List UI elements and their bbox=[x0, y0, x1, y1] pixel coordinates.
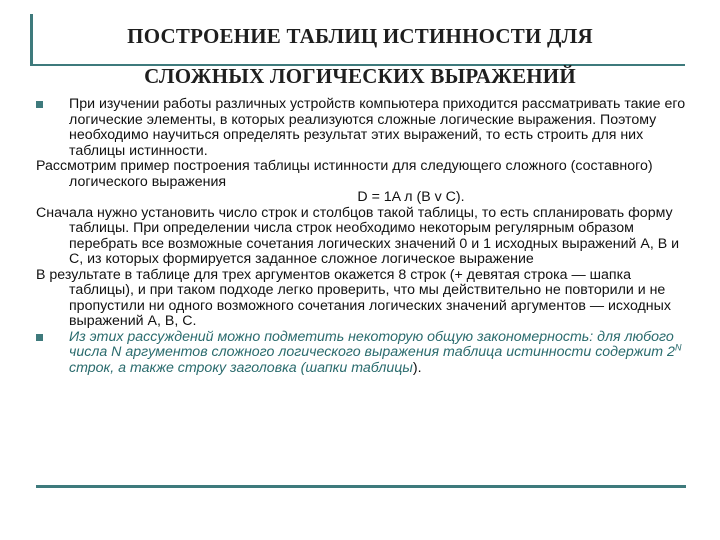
p5-text-end: ). bbox=[412, 359, 422, 376]
square-bullet-icon bbox=[36, 101, 43, 108]
p5-superscript: N bbox=[674, 342, 682, 353]
bullet-paragraph-5 bbox=[36, 330, 686, 377]
p5-text-b: строк, а также строку заголовка (шапки таблицы bbox=[69, 359, 413, 376]
slide-title-line-1: ПОСТРОЕНИЕ ТАБЛИЦ ИСТИННОСТИ ДЛЯ bbox=[127, 24, 593, 48]
formula: D = 1A л (B v C). bbox=[357, 189, 465, 205]
p5-text-a: Из этих рассуждений можно подметить некоторую общую закономерность: для любого числа N аргументов сложного логического выражения таблица истинности содержит 2 bbox=[69, 328, 675, 360]
paragraph-4: В результате в таблице для трех аргументов окажется 8 строк (+ девятая строка — шапка таблицы), и при таком подходе легко проверить, что мы действительно не повторили и не пропустили ни одного возможного сочетания логических значений аргументов — исходных выражений А, В, С. bbox=[36, 266, 671, 329]
square-bullet-icon bbox=[36, 334, 43, 341]
paragraph-5-text bbox=[69, 329, 681, 376]
paragraph-1-text: При изучении работы различных устройств компьютера приходится рассматривать такие его логические элементы, в которых реализуются сложные логические выражения. Поэтому необходимо научиться определять результат этих выражений, то есть строить для них таблицы истинности. bbox=[69, 96, 686, 159]
bullet-paragraph-1 bbox=[36, 97, 686, 159]
title-vertical-rule bbox=[30, 14, 33, 64]
paragraph-3: Сначала нужно установить число строк и столбцов такой таблицы, то есть спланировать форму таблицы. При определении числа строк необходимо некоторым регулярным образом перебрать все возможные сочетания логических значений 0 и 1 исходных выражений А, В и С, из которых формируется заданное сложное логическое выражение bbox=[36, 204, 680, 267]
paragraph-2: Рассмотрим пример построения таблицы истинности для следующего сложного (составного) логического выражения bbox=[36, 158, 653, 190]
slide-title-line-2: СЛОЖНЫХ ЛОГИЧЕСКИХ ВЫРАЖЕНИЙ bbox=[144, 64, 576, 88]
bottom-rule bbox=[36, 485, 686, 488]
slide-body bbox=[36, 97, 686, 376]
